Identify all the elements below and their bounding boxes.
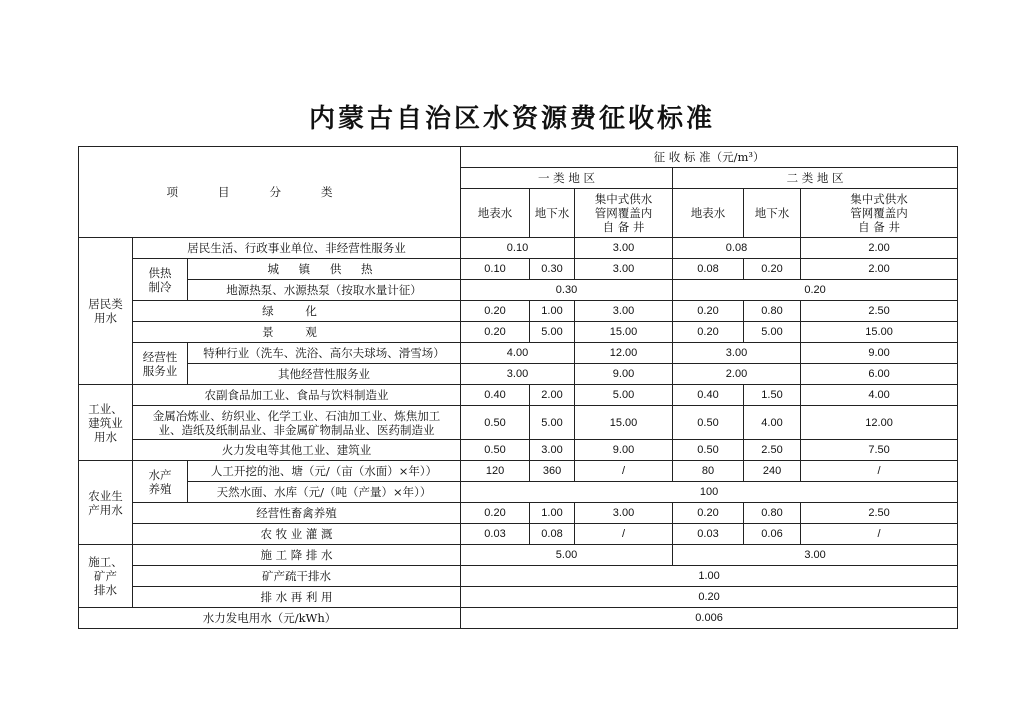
value-cell: 12.00 (575, 343, 673, 364)
value-cell: 0.08 (530, 524, 575, 545)
subgroup-business: 经营性 服务业 (133, 343, 188, 385)
value-cell: 0.80 (744, 503, 801, 524)
value-cell: 3.00 (673, 545, 958, 566)
value-cell: 3.00 (530, 440, 575, 461)
value-cell: 2.00 (530, 385, 575, 406)
value-cell: 0.20 (461, 322, 530, 343)
value-cell: / (801, 524, 958, 545)
value-cell: 0.10 (461, 259, 530, 280)
value-cell: 0.80 (744, 301, 801, 322)
value-cell: 100 (461, 482, 958, 503)
value-cell: / (575, 524, 673, 545)
header-ground-water-1: 地下水 (530, 189, 575, 238)
header-central-supply-2: 集中式供水 管网覆盖内 自 备 井 (801, 189, 958, 238)
header-standard: 征 收 标 准（元/m³） (461, 147, 958, 168)
value-cell: 5.00 (530, 322, 575, 343)
value-cell: / (575, 461, 673, 482)
value-cell: 9.00 (575, 440, 673, 461)
row-label: 天然水面、水库（元/（吨（产量）×年）） (188, 482, 461, 503)
row-label: 其他经营性服务业 (188, 364, 461, 385)
value-cell: 15.00 (801, 322, 958, 343)
value-cell: 0.006 (461, 608, 958, 629)
value-cell: 3.00 (575, 238, 673, 259)
value-cell: 2.00 (801, 238, 958, 259)
value-cell: 4.00 (801, 385, 958, 406)
value-cell: 3.00 (575, 259, 673, 280)
value-cell: 4.00 (461, 343, 575, 364)
value-cell: 0.20 (461, 587, 958, 608)
group-residential: 居民类 用水 (79, 238, 133, 385)
value-cell: 0.06 (744, 524, 801, 545)
value-cell: 1.00 (530, 301, 575, 322)
row-label: 矿产疏干排水 (133, 566, 461, 587)
value-cell: 2.50 (801, 301, 958, 322)
row-label: 金属冶炼业、纺织业、化学工业、石油加工业、炼焦加工 业、造纸及纸制品业、非金属矿物制品业、医药制造业 (133, 406, 461, 440)
value-cell: / (801, 461, 958, 482)
value-cell: 80 (673, 461, 744, 482)
value-cell: 5.00 (575, 385, 673, 406)
value-cell: 1.50 (744, 385, 801, 406)
value-cell: 7.50 (801, 440, 958, 461)
value-cell: 3.00 (575, 301, 673, 322)
value-cell: 15.00 (575, 322, 673, 343)
value-cell: 3.00 (461, 364, 575, 385)
value-cell: 0.20 (461, 503, 530, 524)
value-cell: 2.50 (744, 440, 801, 461)
row-label: 农副食品加工业、食品与饮料制造业 (133, 385, 461, 406)
header-surface-water-2: 地表水 (673, 189, 744, 238)
value-cell: 0.50 (461, 406, 530, 440)
water-fee-table (78, 146, 958, 629)
row-label: 绿 化 (133, 301, 461, 322)
value-cell: 0.20 (461, 301, 530, 322)
value-cell: 0.08 (673, 238, 801, 259)
value-cell: 0.20 (673, 322, 744, 343)
row-label: 施 工 降 排 水 (133, 545, 461, 566)
header-surface-water-1: 地表水 (461, 189, 530, 238)
value-cell: 0.50 (673, 406, 744, 440)
header-region-2: 二 类 地 区 (673, 168, 958, 189)
page-title: 内蒙古自治区水资源费征收标准 (308, 104, 715, 134)
row-label: 地源热泵、水源热泵（按取水量计征） (188, 280, 461, 301)
header-central-supply-1: 集中式供水 管网覆盖内 自 备 井 (575, 189, 673, 238)
header-item-category: 项目分类 (79, 147, 461, 238)
row-label: 经营性畜禽养殖 (133, 503, 461, 524)
row-label: 人工开挖的池、塘（元/（亩（水面）×年）） (188, 461, 461, 482)
value-cell: 5.00 (461, 545, 673, 566)
value-cell: 1.00 (530, 503, 575, 524)
value-cell: 6.00 (801, 364, 958, 385)
group-industry: 工业、 建筑业 用水 (79, 385, 133, 461)
value-cell: 2.00 (673, 364, 801, 385)
row-label: 景 观 (133, 322, 461, 343)
value-cell: 120 (461, 461, 530, 482)
value-cell: 5.00 (530, 406, 575, 440)
value-cell: 360 (530, 461, 575, 482)
row-label: 农 牧 业 灌 溉 (133, 524, 461, 545)
value-cell: 0.20 (744, 259, 801, 280)
value-cell: 9.00 (575, 364, 673, 385)
group-construction: 施工、 矿产 排水 (79, 545, 133, 608)
row-label: 排 水 再 利 用 (133, 587, 461, 608)
value-cell: 0.20 (673, 301, 744, 322)
value-cell: 0.20 (673, 280, 958, 301)
value-cell: 0.50 (461, 440, 530, 461)
row-label: 水力发电用水（元/kWh） (79, 608, 461, 629)
value-cell: 0.10 (461, 238, 575, 259)
value-cell: 4.00 (744, 406, 801, 440)
group-agriculture: 农业生 产用水 (79, 461, 133, 545)
value-cell: 1.00 (461, 566, 958, 587)
value-cell: 0.30 (461, 280, 673, 301)
value-cell: 0.20 (673, 503, 744, 524)
value-cell: 0.03 (461, 524, 530, 545)
subgroup-heating: 供热 制冷 (133, 259, 188, 301)
row-label: 火力发电等其他工业、建筑业 (133, 440, 461, 461)
value-cell: 12.00 (801, 406, 958, 440)
subgroup-aquaculture: 水产 养殖 (133, 461, 188, 503)
value-cell: 0.03 (673, 524, 744, 545)
value-cell: 2.00 (801, 259, 958, 280)
value-cell: 3.00 (575, 503, 673, 524)
value-cell: 0.50 (673, 440, 744, 461)
value-cell: 0.40 (673, 385, 744, 406)
header-ground-water-2: 地下水 (744, 189, 801, 238)
value-cell: 3.00 (673, 343, 801, 364)
value-cell: 15.00 (575, 406, 673, 440)
value-cell: 9.00 (801, 343, 958, 364)
value-cell: 0.40 (461, 385, 530, 406)
row-label: 城 镇 供 热 (188, 259, 461, 280)
value-cell: 5.00 (744, 322, 801, 343)
value-cell: 0.30 (530, 259, 575, 280)
header-region-1: 一 类 地 区 (461, 168, 673, 189)
value-cell: 2.50 (801, 503, 958, 524)
row-label: 特种行业（洗车、洗浴、高尔夫球场、滑雪场） (188, 343, 461, 364)
row-label: 居民生活、行政事业单位、非经营性服务业 (133, 238, 461, 259)
value-cell: 240 (744, 461, 801, 482)
value-cell: 0.08 (673, 259, 744, 280)
